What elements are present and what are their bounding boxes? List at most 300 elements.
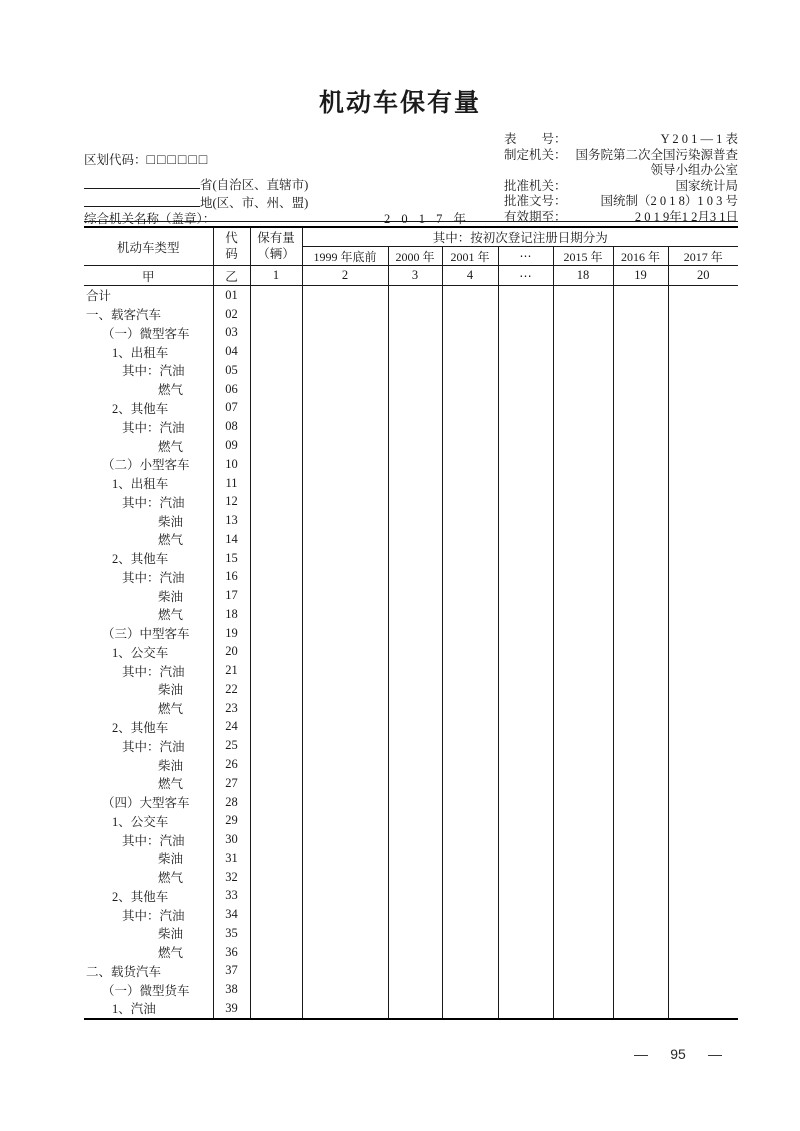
data-cell-empty	[388, 849, 442, 868]
row-code: 15	[213, 549, 250, 568]
row-label: 柴油	[158, 683, 184, 698]
meta-label: 制定机关：	[504, 147, 567, 162]
data-cell-empty	[250, 999, 302, 1019]
col-header-year: 1999 年底前	[302, 247, 388, 266]
data-cell-empty	[302, 699, 388, 718]
col-index-cell: 1	[250, 266, 302, 286]
data-cell-empty	[498, 342, 553, 361]
row-code: 33	[213, 887, 250, 906]
row-label: 柴油	[158, 927, 184, 942]
data-cell-empty	[442, 399, 498, 418]
row-label: 1、出租车	[112, 345, 169, 360]
row-code: 37	[213, 962, 250, 981]
data-cell-empty	[668, 980, 738, 999]
table-row	[84, 605, 738, 624]
data-cell-empty	[498, 962, 553, 981]
row-label: 2、其他车	[112, 889, 169, 904]
row-code: 12	[213, 492, 250, 511]
page-number-dash-right: —	[707, 1046, 722, 1062]
row-code: 02	[213, 305, 250, 324]
data-cell-empty	[442, 305, 498, 324]
col-index-cell: 18	[553, 266, 613, 286]
col-header-year: 2017 年	[668, 247, 738, 266]
data-cell-empty	[613, 962, 668, 981]
row-code: 18	[213, 605, 250, 624]
data-cell-empty	[442, 342, 498, 361]
data-cell-empty	[613, 887, 668, 906]
row-label: 其中：汽油	[122, 833, 185, 848]
data-cell-empty	[302, 474, 388, 493]
row-label: 燃气	[158, 383, 184, 398]
data-cell-empty	[668, 624, 738, 643]
data-cell-empty	[442, 962, 498, 981]
prefecture-line	[84, 194, 308, 212]
row-label: 其中：汽油	[122, 420, 185, 435]
data-cell-empty	[613, 474, 668, 493]
data-cell-empty	[302, 417, 388, 436]
table-row	[84, 361, 738, 380]
data-cell-empty	[498, 417, 553, 436]
table-row	[84, 980, 738, 999]
data-cell-empty	[613, 793, 668, 812]
data-cell-empty	[442, 324, 498, 343]
row-code: 04	[213, 342, 250, 361]
meta-row	[504, 194, 738, 210]
data-cell-empty	[250, 643, 302, 662]
table-row	[84, 905, 738, 924]
data-cell-empty	[498, 624, 553, 643]
data-cell-empty	[250, 661, 302, 680]
data-cell-empty	[613, 399, 668, 418]
data-cell-empty	[442, 586, 498, 605]
data-cell-empty	[250, 849, 302, 868]
data-cell-empty	[302, 399, 388, 418]
data-cell-empty	[613, 680, 668, 699]
meta-value: Y 2 0 1 — 1 表	[660, 132, 738, 146]
data-cell-empty	[668, 286, 738, 305]
data-cell-empty	[553, 661, 613, 680]
data-cell-empty	[553, 943, 613, 962]
data-cell-empty	[302, 793, 388, 812]
data-cell-empty	[442, 849, 498, 868]
data-cell-empty	[442, 361, 498, 380]
data-cell-empty	[498, 511, 553, 530]
row-code: 09	[213, 436, 250, 455]
data-cell-empty	[250, 774, 302, 793]
data-cell-empty	[498, 586, 553, 605]
form-title: 机动车保有量	[318, 90, 481, 117]
data-cell-empty	[613, 718, 668, 737]
data-cell-empty	[668, 905, 738, 924]
data-cell-empty	[553, 399, 613, 418]
data-cell-empty	[553, 549, 613, 568]
data-cell-empty	[553, 455, 613, 474]
data-cell-empty	[553, 530, 613, 549]
data-cell-empty	[388, 399, 442, 418]
data-cell-empty	[668, 830, 738, 849]
data-cell-empty	[613, 624, 668, 643]
data-cell-empty	[442, 549, 498, 568]
data-cell-empty	[388, 436, 442, 455]
table-row	[84, 774, 738, 793]
data-cell-empty	[302, 774, 388, 793]
data-cell-empty	[668, 755, 738, 774]
data-cell-empty	[302, 811, 388, 830]
data-cell-empty	[442, 980, 498, 999]
data-cell-empty	[553, 643, 613, 662]
data-cell-empty	[442, 567, 498, 586]
province-line	[84, 176, 308, 194]
data-cell-empty	[442, 793, 498, 812]
row-label: 柴油	[158, 514, 184, 529]
row-code: 35	[213, 924, 250, 943]
province-blank-line	[84, 176, 200, 189]
table-row	[84, 624, 738, 643]
data-cell-empty	[553, 286, 613, 305]
data-cell-empty	[553, 567, 613, 586]
data-cell-empty	[498, 361, 553, 380]
data-cell-empty	[553, 755, 613, 774]
data-cell-empty	[302, 305, 388, 324]
meta-value: 领导小组办公室	[650, 163, 738, 178]
data-cell-empty	[613, 530, 668, 549]
meta-row	[504, 163, 738, 179]
data-cell-empty	[388, 699, 442, 718]
row-code: 23	[213, 699, 250, 718]
data-cell-empty	[302, 680, 388, 699]
data-cell-empty	[250, 980, 302, 999]
data-cell-empty	[442, 943, 498, 962]
row-code: 25	[213, 736, 250, 755]
data-cell-empty	[250, 286, 302, 305]
data-cell-empty	[388, 962, 442, 981]
row-label: 燃气	[158, 608, 184, 623]
data-cell-empty	[553, 736, 613, 755]
row-label: 柴油	[158, 589, 184, 604]
data-cell-empty	[388, 661, 442, 680]
data-cell-empty	[668, 380, 738, 399]
data-cell-empty	[302, 342, 388, 361]
row-label: 其中：汽油	[122, 364, 185, 379]
row-code: 24	[213, 718, 250, 737]
data-cell-empty	[302, 492, 388, 511]
table-row	[84, 567, 738, 586]
data-cell-empty	[553, 680, 613, 699]
page-number-dash-left: —	[634, 1046, 648, 1062]
data-cell-empty	[250, 868, 302, 887]
data-cell-empty	[388, 736, 442, 755]
data-cell-empty	[553, 417, 613, 436]
data-cell-empty	[668, 605, 738, 624]
data-cell-empty	[613, 586, 668, 605]
col-index-cell: 4	[442, 266, 498, 286]
data-cell-empty	[302, 324, 388, 343]
data-cell-empty	[388, 793, 442, 812]
row-label: 其中：汽油	[122, 664, 185, 679]
data-cell-empty	[442, 661, 498, 680]
table-row	[84, 793, 738, 812]
meta-row	[504, 148, 738, 164]
table-row	[84, 868, 738, 887]
data-cell-empty	[250, 680, 302, 699]
data-cell-empty	[498, 680, 553, 699]
data-cell-empty	[388, 417, 442, 436]
data-cell-empty	[553, 718, 613, 737]
row-code: 03	[213, 324, 250, 343]
data-cell-empty	[250, 905, 302, 924]
row-code: 05	[213, 361, 250, 380]
form-meta-right	[504, 132, 738, 226]
data-cell-empty	[442, 286, 498, 305]
data-cell-empty	[302, 962, 388, 981]
row-label: 其中：汽油	[122, 739, 185, 754]
data-cell-empty	[668, 549, 738, 568]
data-cell-empty	[302, 661, 388, 680]
data-cell-empty	[388, 511, 442, 530]
data-cell-empty	[613, 980, 668, 999]
meta-row	[504, 210, 738, 226]
row-code: 29	[213, 811, 250, 830]
row-label: 1、公交车	[112, 645, 169, 660]
data-cell-empty	[442, 492, 498, 511]
data-cell-empty	[553, 699, 613, 718]
data-cell-empty	[668, 417, 738, 436]
data-cell-empty	[498, 755, 553, 774]
data-cell-empty	[553, 624, 613, 643]
data-cell-empty	[250, 549, 302, 568]
data-cell-empty	[250, 436, 302, 455]
data-cell-empty	[498, 324, 553, 343]
data-cell-empty	[668, 342, 738, 361]
table-row	[84, 718, 738, 737]
data-cell-empty	[613, 361, 668, 380]
data-cell-empty	[302, 530, 388, 549]
data-cell-empty	[442, 680, 498, 699]
data-cell-empty	[302, 755, 388, 774]
data-cell-empty	[498, 999, 553, 1019]
data-cell-empty	[442, 887, 498, 906]
data-cell-empty	[388, 999, 442, 1019]
data-cell-empty	[302, 586, 388, 605]
data-cell-empty	[302, 718, 388, 737]
row-label: 一、载客汽车	[86, 308, 162, 323]
data-cell-empty	[668, 567, 738, 586]
data-cell-empty	[613, 417, 668, 436]
data-cell-empty	[553, 887, 613, 906]
data-cell-empty	[553, 361, 613, 380]
data-cell-empty	[302, 605, 388, 624]
table-row	[84, 286, 738, 305]
data-cell-empty	[388, 567, 442, 586]
data-cell-empty	[442, 868, 498, 887]
data-cell-empty	[613, 380, 668, 399]
data-cell-empty	[498, 567, 553, 586]
data-cell-empty	[498, 943, 553, 962]
data-cell-empty	[250, 962, 302, 981]
row-code: 27	[213, 774, 250, 793]
data-cell-empty	[498, 399, 553, 418]
data-cell-empty	[250, 811, 302, 830]
page-number	[634, 1046, 722, 1062]
row-code: 10	[213, 455, 250, 474]
row-code: 39	[213, 999, 250, 1019]
data-cell-empty	[668, 736, 738, 755]
data-cell-empty	[388, 887, 442, 906]
data-cell-empty	[302, 736, 388, 755]
table-row	[84, 417, 738, 436]
col-header-year: 2001 年	[442, 247, 498, 266]
table-row	[84, 342, 738, 361]
data-cell-empty	[442, 511, 498, 530]
data-cell-empty	[613, 511, 668, 530]
row-label: （三）中型客车	[102, 627, 190, 642]
row-label: 二、载货汽车	[86, 964, 162, 979]
data-cell-empty	[553, 605, 613, 624]
data-cell-empty	[498, 924, 553, 943]
data-cell-empty	[498, 286, 553, 305]
table-row	[84, 492, 738, 511]
table-row	[84, 455, 738, 474]
data-cell-empty	[388, 905, 442, 924]
meta-value: 国家统计局	[675, 178, 738, 193]
prefecture-blank-line	[84, 194, 200, 207]
data-cell-empty	[613, 342, 668, 361]
data-cell-empty	[442, 605, 498, 624]
data-cell-empty	[553, 586, 613, 605]
data-cell-empty	[388, 774, 442, 793]
data-cell-empty	[668, 849, 738, 868]
table-header-row-index	[84, 266, 738, 286]
row-label: 1、汽油	[112, 1002, 156, 1017]
data-cell-empty	[442, 999, 498, 1019]
data-cell-empty	[250, 530, 302, 549]
data-cell-empty	[442, 455, 498, 474]
table-row	[84, 830, 738, 849]
data-cell-empty	[498, 643, 553, 662]
data-cell-empty	[302, 511, 388, 530]
row-code: 08	[213, 417, 250, 436]
data-cell-empty	[302, 643, 388, 662]
row-label: 燃气	[158, 533, 184, 548]
data-cell-empty	[668, 361, 738, 380]
data-cell-empty	[388, 980, 442, 999]
data-cell-empty	[442, 755, 498, 774]
region-code-boxes: □□□□□□	[146, 153, 210, 168]
data-cell-empty	[613, 492, 668, 511]
data-cell-empty	[553, 436, 613, 455]
data-cell-empty	[388, 830, 442, 849]
row-code: 32	[213, 868, 250, 887]
row-code: 36	[213, 943, 250, 962]
data-cell-empty	[553, 924, 613, 943]
data-cell-empty	[498, 474, 553, 493]
table-row	[84, 962, 738, 981]
data-cell-empty	[250, 830, 302, 849]
data-cell-empty	[250, 793, 302, 812]
data-cell-empty	[302, 380, 388, 399]
data-cell-empty	[442, 474, 498, 493]
vehicle-table	[84, 226, 738, 1020]
table-row	[84, 699, 738, 718]
report-year: 2 0 1 7 年	[384, 212, 471, 226]
data-cell-empty	[613, 736, 668, 755]
table-row	[84, 305, 738, 324]
data-cell-empty	[250, 324, 302, 343]
data-cell-empty	[613, 830, 668, 849]
data-cell-empty	[668, 718, 738, 737]
data-cell-empty	[250, 605, 302, 624]
data-cell-empty	[498, 605, 553, 624]
row-label: 其中：汽油	[122, 908, 185, 923]
data-cell-empty	[553, 511, 613, 530]
data-cell-empty	[250, 624, 302, 643]
prefecture-label: 地(区、市、州、盟)	[200, 196, 309, 210]
row-code: 28	[213, 793, 250, 812]
col-header-vehicle-type: 机动车类型	[84, 227, 213, 266]
meta-row	[504, 179, 738, 195]
data-cell-empty	[388, 718, 442, 737]
data-cell-empty	[668, 492, 738, 511]
table-row	[84, 661, 738, 680]
col-header-holdings: 保有量 （辆）	[250, 227, 302, 266]
row-code: 20	[213, 643, 250, 662]
data-cell-empty	[388, 586, 442, 605]
data-cell-empty	[553, 830, 613, 849]
data-cell-empty	[442, 624, 498, 643]
table-row	[84, 811, 738, 830]
data-cell-empty	[250, 417, 302, 436]
data-cell-empty	[613, 305, 668, 324]
data-cell-empty	[498, 887, 553, 906]
data-cell-empty	[613, 943, 668, 962]
meta-label: 表 号：	[504, 132, 567, 146]
region-code-line	[84, 152, 209, 169]
table-row	[84, 586, 738, 605]
data-cell-empty	[250, 736, 302, 755]
page-number-value: 95	[670, 1046, 686, 1062]
data-cell-empty	[668, 999, 738, 1019]
data-cell-empty	[302, 849, 388, 868]
data-cell-empty	[442, 699, 498, 718]
row-label: （二）小型客车	[102, 458, 190, 473]
meta-value: 2 0 1 9年1 2月3 1日	[634, 209, 738, 224]
data-cell-empty	[498, 811, 553, 830]
row-code: 13	[213, 511, 250, 530]
data-cell-empty	[302, 286, 388, 305]
data-cell-empty	[498, 436, 553, 455]
data-cell-empty	[388, 943, 442, 962]
data-cell-empty	[302, 549, 388, 568]
data-cell-empty	[388, 605, 442, 624]
data-cell-empty	[553, 474, 613, 493]
data-cell-empty	[498, 305, 553, 324]
col-index-cell: 3	[388, 266, 442, 286]
data-cell-empty	[553, 324, 613, 343]
data-cell-empty	[388, 643, 442, 662]
data-cell-empty	[442, 530, 498, 549]
data-cell-empty	[388, 474, 442, 493]
data-cell-empty	[302, 887, 388, 906]
data-cell-empty	[442, 811, 498, 830]
data-cell-empty	[668, 305, 738, 324]
data-cell-empty	[498, 380, 553, 399]
table-row	[84, 511, 738, 530]
data-cell-empty	[613, 549, 668, 568]
table-row	[84, 680, 738, 699]
meta-row	[504, 132, 738, 148]
data-cell-empty	[668, 943, 738, 962]
data-cell-empty	[388, 624, 442, 643]
